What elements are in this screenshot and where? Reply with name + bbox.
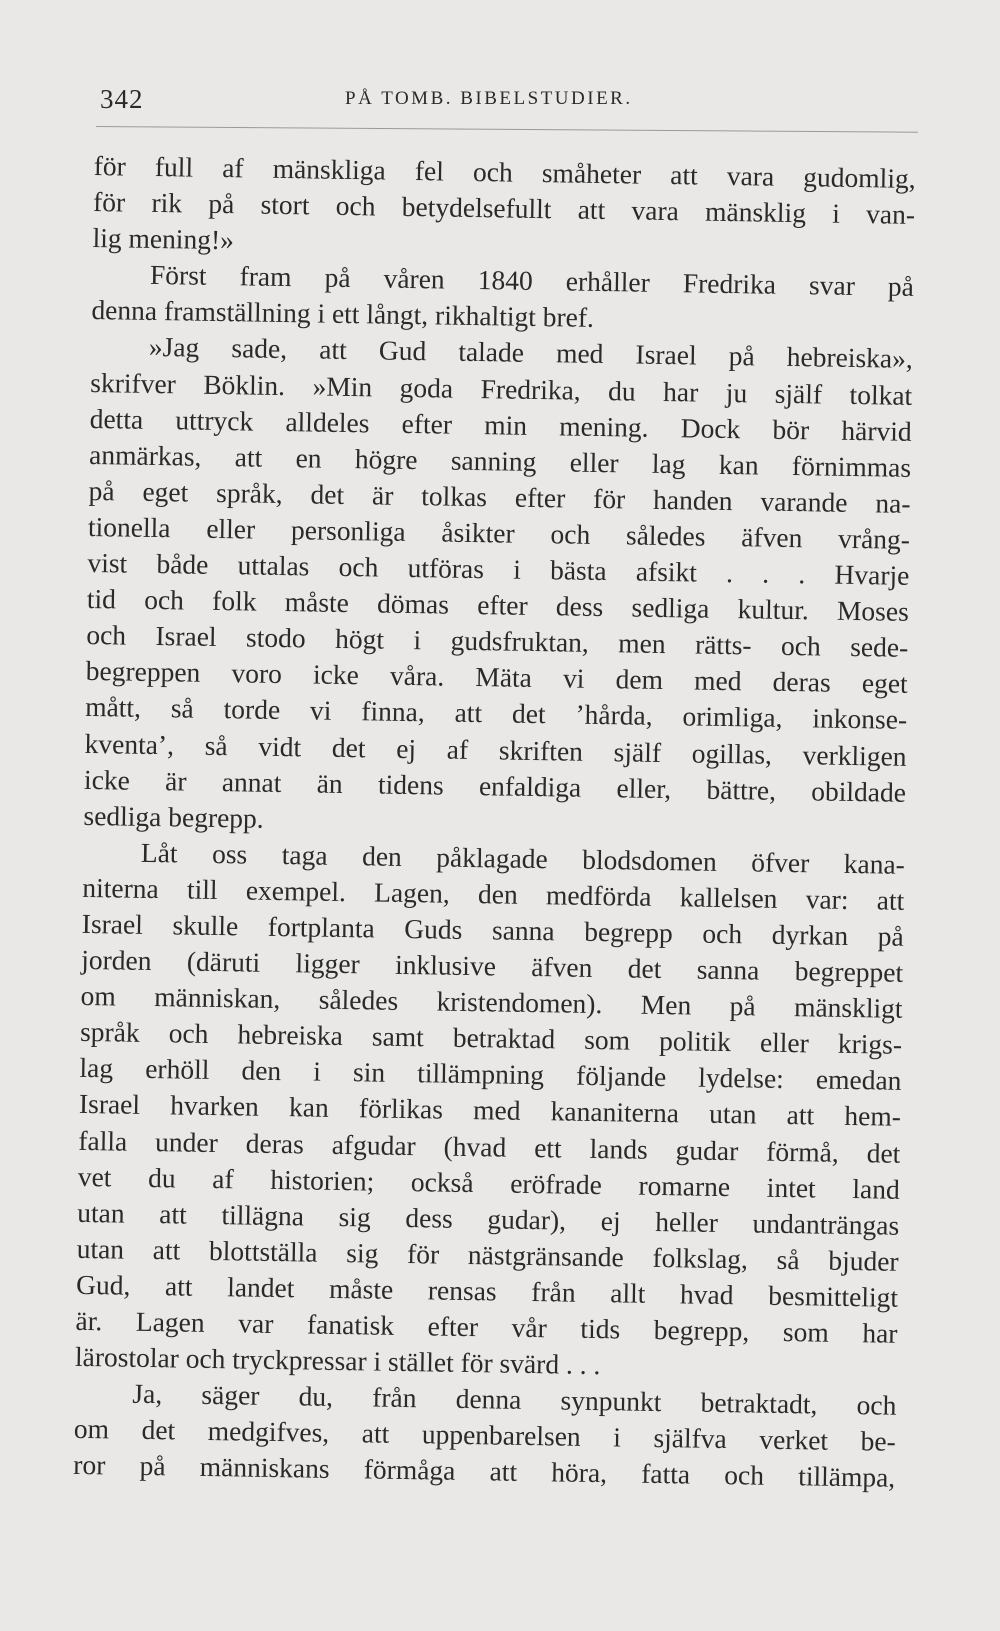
text-line: jorden (däruti ligger inklusive äfven det sanna begreppet — [81, 943, 904, 988]
text-line: språk och hebreiska samt betraktad som politik eller krigs- — [79, 1016, 903, 1061]
running-head: PÅ TOMB. BIBELSTUDIER. — [345, 88, 633, 109]
text-line: kventa’, så vidt det ej af skriften själf ogillas, verkligen — [84, 727, 907, 772]
text-line: är. Lagen var fanatisk efter vår tids begrepp, som har — [75, 1304, 898, 1349]
text-line: Ja, säger du, från denna synpunkt betraktadt, och — [132, 1377, 897, 1421]
text-line: falla under deras afgudar (hvad ett lands gudar förmå, det — [78, 1124, 901, 1169]
text-line: niterna till exempel. Lagen, den medförda kallelsen var: att — [82, 871, 905, 916]
text-line: Gud, att landet måste rensas från allt hvad besmitteligt — [75, 1268, 899, 1313]
text-line: för full af mänskliga fel och småheter att vara gudomlig, — [93, 149, 916, 194]
text-line: detta uttryck alldeles efter min mening. Dock bör härvid — [89, 402, 912, 447]
text-line: vet du af historien; också eröfrade romarne intet land — [77, 1160, 900, 1205]
text-line: skrifver Böklin. »Min goda Fredrika, du har ju själf tolkat — [90, 366, 913, 411]
page-header — [100, 84, 930, 124]
text-line: Israel skulle fortplanta Guds sanna begrepp och dyrkan på — [81, 907, 904, 952]
body-text — [73, 148, 916, 1496]
page-number: 342 — [100, 84, 144, 114]
text-line: tionella eller personliga åsikter och således äfven vrång- — [87, 510, 911, 555]
text-line: utan att tillägna sig dess gudar), ej heller undanträngas — [77, 1196, 900, 1241]
text-line: denna framställning i ett långt, rikhaltigt bref. — [91, 294, 595, 334]
header-rule — [96, 126, 918, 133]
text-line: lärostolar och tryckpressar i stället för svärd . . . — [74, 1340, 601, 1381]
text-line: Israel hvarken kan förlikas med kananiterna utan att hem- — [78, 1088, 902, 1133]
text-line: om det medgifves, att uppenbarelsen i själfva verket be- — [73, 1413, 897, 1458]
text-line: icke är annat än tidens enfaldiga eller, bättre, obildade — [83, 763, 907, 808]
text-line: om människan, således kristendomen). Men på mänskligt — [80, 980, 903, 1024]
text-line: anmärkas, att en högre sanning eller lag kan förnimmas — [88, 438, 912, 483]
text-line: begreppen voro icke våra. Mäta vi dem med deras eget — [85, 655, 908, 700]
text-line: på eget språk, det är tolkas efter för handen varande na- — [88, 474, 911, 519]
text-line: tid och folk måste dömas efter dess sedliga kultur. Moses — [86, 583, 910, 627]
text-line: för rik på stort och betydelsefullt att vara mänsklig i van- — [92, 186, 916, 230]
text-line: Låt oss taga den påklagade blodsdomen öfver kana- — [140, 836, 906, 880]
text-line: vist både uttalas och utföras i bästa afsikt . . . Hvarje — [87, 546, 910, 591]
text-line: lig mening!» — [92, 222, 235, 256]
text-line: och Israel stodo högt i gudsfruktan, men rätts- och sede- — [86, 619, 909, 664]
text-line: Först fram på våren 1840 erhåller Fredrika svar på — [149, 259, 915, 303]
text-line: »Jag sade, att Gud talade med Israel på hebreiska», — [148, 331, 914, 375]
text-line: mått, så torde vi finna, att det ’hårda, orimliga, inkonse- — [84, 691, 908, 736]
text-line: ror på människans förmåga att höra, fatta och tillämpa, — [73, 1449, 896, 1494]
text-line: lag erhöll den i sin tillämpning följande lydelse: emedan — [79, 1052, 902, 1097]
text-line: sedliga begrepp. — [83, 799, 264, 834]
text-line: utan att blottställa sig för nästgränsande folkslag, så bjuder — [76, 1232, 899, 1277]
